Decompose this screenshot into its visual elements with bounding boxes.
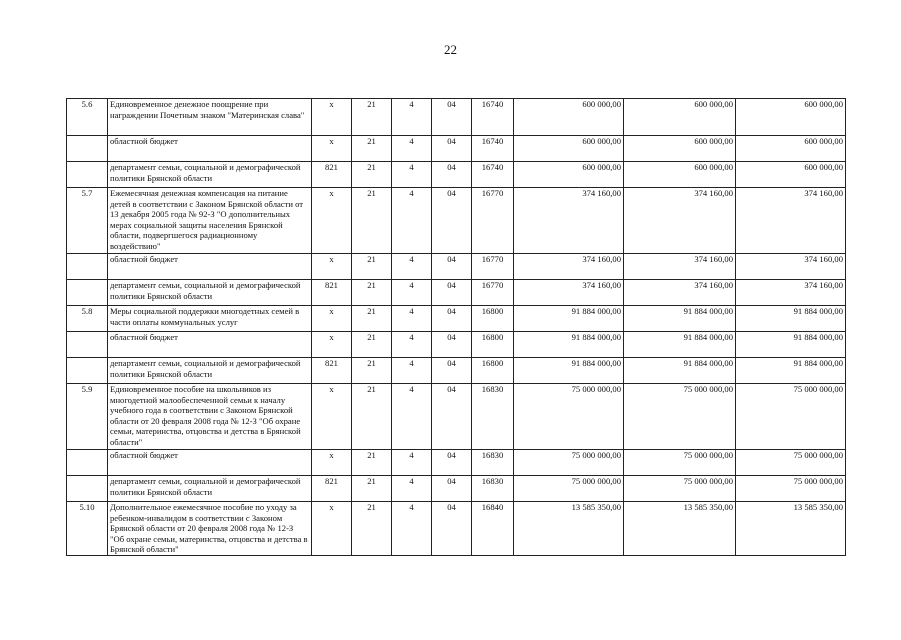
code-section: 21: [352, 254, 392, 280]
amount-2: 374 160,00: [624, 254, 736, 280]
code-subsection: 4: [392, 450, 432, 476]
code-section: 21: [352, 306, 392, 332]
amount-2: 91 884 000,00: [624, 306, 736, 332]
code-program: 04: [432, 136, 472, 162]
code-target: 16770: [472, 254, 514, 280]
amount-3: 374 160,00: [736, 254, 846, 280]
amount-3: 75 000 000,00: [736, 476, 846, 502]
code-section: 21: [352, 332, 392, 358]
amount-1: 91 884 000,00: [514, 358, 624, 384]
table-row: [67, 254, 846, 280]
code-admin: х: [312, 332, 352, 358]
code-program: 04: [432, 188, 472, 254]
code-target: 16800: [472, 306, 514, 332]
code-section: 21: [352, 136, 392, 162]
amount-1: 600 000,00: [514, 99, 624, 136]
amount-2: 13 585 350,00: [624, 502, 736, 556]
amount-3: 374 160,00: [736, 280, 846, 306]
code-program: 04: [432, 384, 472, 450]
code-admin: х: [312, 450, 352, 476]
row-name: Дополнительное ежемесячное пособие по уходу за ребенком-инвалидом в соответствии с Законом Брянской области от 20 февраля 2008 года № 12-З "Об охране семьи, материнства, отцовства и детства в Брянской области": [108, 502, 312, 556]
code-admin: х: [312, 306, 352, 332]
code-target: 16840: [472, 502, 514, 556]
amount-1: 374 160,00: [514, 188, 624, 254]
code-program: 04: [432, 332, 472, 358]
code-section: 21: [352, 502, 392, 556]
row-name: Меры социальной поддержки многодетных семей в части оплаты коммунальных услуг: [108, 306, 312, 332]
table-row: [67, 280, 846, 306]
amount-2: 75 000 000,00: [624, 384, 736, 450]
page-number: 22: [444, 42, 457, 57]
code-admin: х: [312, 188, 352, 254]
code-target: 16770: [472, 188, 514, 254]
amount-2: 91 884 000,00: [624, 358, 736, 384]
code-admin: 821: [312, 358, 352, 384]
code-section: 21: [352, 280, 392, 306]
code-subsection: 4: [392, 358, 432, 384]
row-name: Ежемесячная денежная компенсация на питание детей в соответствии с Законом Брянской области от 13 декабря 2005 года № 92-З "О дополнительных мерах социальной защиты населения Брянской области, подвергшегося радиационному воздействию": [108, 188, 312, 254]
amount-3: 75 000 000,00: [736, 450, 846, 476]
amount-2: 75 000 000,00: [624, 450, 736, 476]
amount-2: 374 160,00: [624, 188, 736, 254]
code-section: 21: [352, 99, 392, 136]
row-name: департамент семьи, социальной и демографической политики Брянской области: [108, 162, 312, 188]
amount-3: 91 884 000,00: [736, 358, 846, 384]
row-name: Единовременное пособие на школьников из многодетной малообеспеченной семьи к началу учебного года в соответствии с Законом Брянской области от 20 февраля 2008 года № 12-З "Об охране семьи, материнства, отцовства и детства в Брянской области": [108, 384, 312, 450]
amount-3: 600 000,00: [736, 162, 846, 188]
code-section: 21: [352, 358, 392, 384]
code-program: 04: [432, 502, 472, 556]
row-name: департамент семьи, социальной и демографической политики Брянской области: [108, 358, 312, 384]
table-row: [67, 306, 846, 332]
amount-3: 75 000 000,00: [736, 384, 846, 450]
code-subsection: 4: [392, 384, 432, 450]
code-target: 16830: [472, 450, 514, 476]
amount-2: 91 884 000,00: [624, 332, 736, 358]
row-number: 5.10: [67, 502, 108, 556]
code-subsection: 4: [392, 476, 432, 502]
amount-1: 374 160,00: [514, 280, 624, 306]
amount-1: 91 884 000,00: [514, 306, 624, 332]
code-target: 16830: [472, 476, 514, 502]
amount-1: 13 585 350,00: [514, 502, 624, 556]
amount-3: 91 884 000,00: [736, 306, 846, 332]
row-name: областной бюджет: [108, 254, 312, 280]
code-subsection: 4: [392, 280, 432, 306]
amount-2: 600 000,00: [624, 136, 736, 162]
amount-3: 13 585 350,00: [736, 502, 846, 556]
row-number: [67, 358, 108, 384]
row-number: 5.7: [67, 188, 108, 254]
code-program: 04: [432, 450, 472, 476]
amount-1: 600 000,00: [514, 136, 624, 162]
code-program: 04: [432, 99, 472, 136]
row-number: 5.8: [67, 306, 108, 332]
amount-1: 75 000 000,00: [514, 450, 624, 476]
amount-3: 600 000,00: [736, 136, 846, 162]
row-number: [67, 136, 108, 162]
code-section: 21: [352, 162, 392, 188]
amount-3: 91 884 000,00: [736, 332, 846, 358]
code-subsection: 4: [392, 136, 432, 162]
table-row: [67, 358, 846, 384]
table-row: [67, 162, 846, 188]
table-row: [67, 99, 846, 136]
code-section: 21: [352, 450, 392, 476]
row-name: Единовременное денежное поощрение при награждении Почетным знаком "Материнская слава": [108, 99, 312, 136]
row-number: [67, 254, 108, 280]
row-name: департамент семьи, социальной и демографической политики Брянской области: [108, 280, 312, 306]
code-target: 16800: [472, 332, 514, 358]
row-number: [67, 450, 108, 476]
code-admin: х: [312, 384, 352, 450]
budget-table: [66, 98, 846, 556]
code-subsection: 4: [392, 188, 432, 254]
row-name: областной бюджет: [108, 332, 312, 358]
amount-2: 75 000 000,00: [624, 476, 736, 502]
row-number: [67, 476, 108, 502]
code-program: 04: [432, 306, 472, 332]
code-admin: х: [312, 99, 352, 136]
code-subsection: 4: [392, 306, 432, 332]
code-target: 16740: [472, 99, 514, 136]
code-admin: х: [312, 136, 352, 162]
amount-1: 75 000 000,00: [514, 384, 624, 450]
code-subsection: 4: [392, 162, 432, 188]
code-section: 21: [352, 476, 392, 502]
table-row: [67, 476, 846, 502]
code-target: 16740: [472, 162, 514, 188]
table-row: [67, 384, 846, 450]
code-program: 04: [432, 254, 472, 280]
amount-3: 374 160,00: [736, 188, 846, 254]
table-row: [67, 188, 846, 254]
code-admin: 821: [312, 162, 352, 188]
table-body: [67, 99, 846, 556]
row-number: [67, 332, 108, 358]
table-row: [67, 502, 846, 556]
code-admin: 821: [312, 476, 352, 502]
code-program: 04: [432, 476, 472, 502]
amount-3: 600 000,00: [736, 99, 846, 136]
code-target: 16830: [472, 384, 514, 450]
row-number: 5.9: [67, 384, 108, 450]
amount-2: 374 160,00: [624, 280, 736, 306]
code-admin: х: [312, 254, 352, 280]
code-admin: 821: [312, 280, 352, 306]
code-subsection: 4: [392, 254, 432, 280]
row-number: [67, 162, 108, 188]
code-subsection: 4: [392, 502, 432, 556]
table-row: [67, 450, 846, 476]
row-name: департамент семьи, социальной и демографической политики Брянской области: [108, 476, 312, 502]
amount-1: 374 160,00: [514, 254, 624, 280]
code-section: 21: [352, 384, 392, 450]
row-number: 5.6: [67, 99, 108, 136]
code-subsection: 4: [392, 99, 432, 136]
amount-2: 600 000,00: [624, 162, 736, 188]
code-admin: х: [312, 502, 352, 556]
table-row: [67, 136, 846, 162]
code-program: 04: [432, 358, 472, 384]
code-program: 04: [432, 280, 472, 306]
code-subsection: 4: [392, 332, 432, 358]
code-section: 21: [352, 188, 392, 254]
amount-1: 75 000 000,00: [514, 476, 624, 502]
code-target: 16770: [472, 280, 514, 306]
row-name: областной бюджет: [108, 450, 312, 476]
code-program: 04: [432, 162, 472, 188]
code-target: 16800: [472, 358, 514, 384]
table-row: [67, 332, 846, 358]
amount-1: 600 000,00: [514, 162, 624, 188]
row-number: [67, 280, 108, 306]
amount-1: 91 884 000,00: [514, 332, 624, 358]
row-name: областной бюджет: [108, 136, 312, 162]
amount-2: 600 000,00: [624, 99, 736, 136]
code-target: 16740: [472, 136, 514, 162]
